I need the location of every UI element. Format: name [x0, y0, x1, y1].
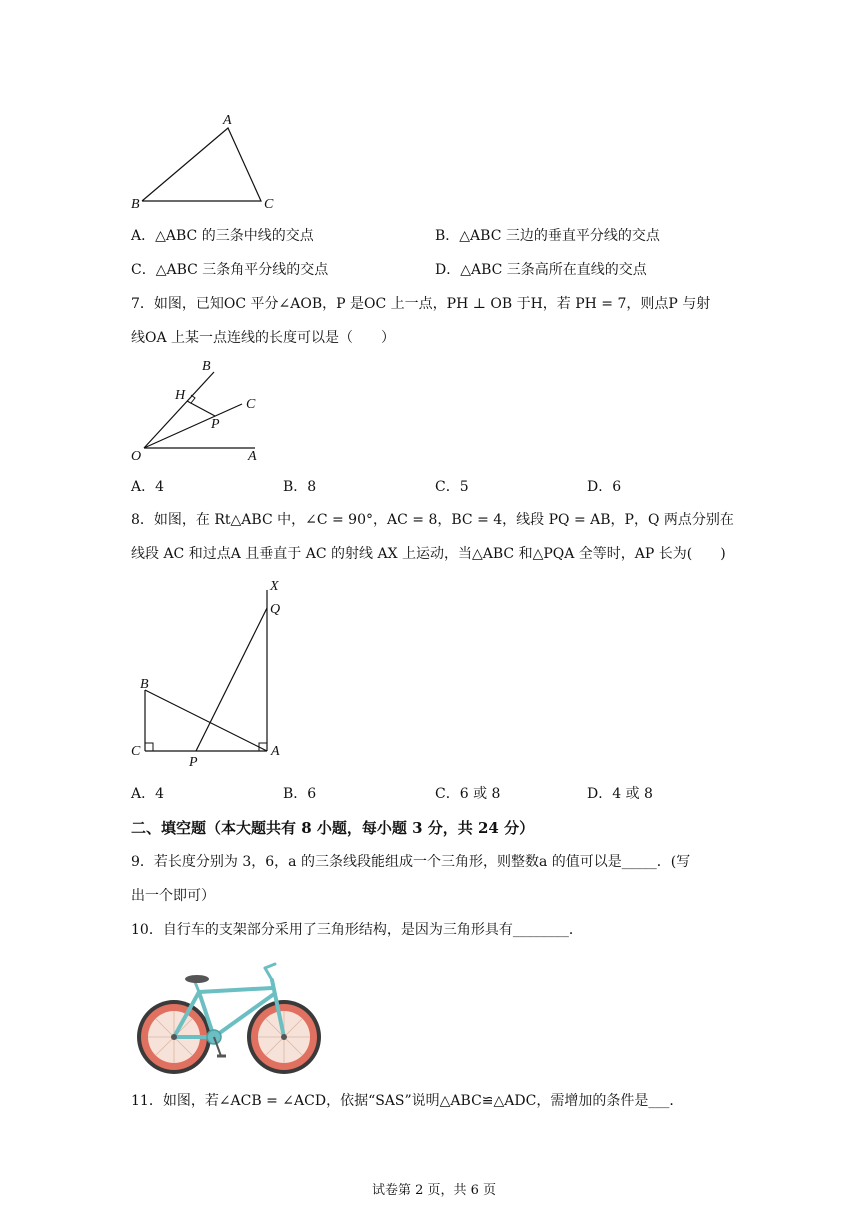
q8-option-c: C．6 或 8	[435, 786, 501, 802]
label-p: P	[211, 417, 220, 432]
q8-option-d: D．4 或 8	[587, 786, 653, 802]
label-a: A	[271, 744, 280, 759]
q6-option-d: D．△ABC 三条高所在直线的交点	[435, 262, 647, 278]
label-c: C	[131, 744, 141, 759]
q7-option-d: D．6	[587, 479, 622, 495]
angle-bisector-figure	[125, 355, 275, 467]
q9-text-line1: 9．若长度分别为 3，6，a 的三条线段能组成一个三角形，则整数a 的值可以是_____．(写	[131, 854, 691, 870]
q10-text-line1: 10．自行车的支架部分采用了三角形结构，是因为三角形具有________．	[131, 922, 583, 938]
label-q: Q	[270, 602, 281, 617]
q7-text-line1: 7．如图，已知OC 平分∠AOB，P 是OC 上一点，PH ⊥ OB 于H，若 PH = 7，则点P 与射	[131, 296, 711, 312]
bicycle-illustration	[133, 958, 328, 1078]
label-b: B	[140, 677, 149, 692]
triangle-abc-figure	[125, 108, 285, 218]
section-title: 二、填空题（本大题共有 8 小题，每小题 3 分，共 24 分）	[131, 819, 535, 837]
label-p: P	[189, 755, 198, 770]
label-o: O	[131, 449, 142, 464]
label-a: A	[248, 449, 257, 464]
label-b: B	[202, 359, 211, 374]
label-c: C	[264, 197, 274, 212]
q11-text-line1: 11．如图，若∠ACB = ∠ACD，依据“SAS”说明△ABC≌△ADC，需增加的条件是___．	[131, 1093, 684, 1109]
triangle-abc	[142, 128, 261, 201]
right-triangle-figure	[125, 575, 295, 770]
q8-option-b: B．6	[283, 786, 317, 802]
label-h: H	[175, 388, 186, 403]
label-x: X	[270, 579, 279, 594]
q8-option-a: A．4	[131, 786, 165, 802]
q6-option-a: A．△ABC 的三条中线的交点	[131, 228, 314, 244]
q6-option-c: C．△ABC 三条角平分线的交点	[131, 262, 329, 278]
q6-option-b: B．△ABC 三边的垂直平分线的交点	[435, 228, 660, 244]
q7-option-b: B．8	[283, 479, 317, 495]
q7-text-line2: 线OA 上某一点连线的长度可以是（ ）	[131, 330, 396, 346]
q7-option-c: C．5	[435, 479, 469, 495]
q8-text-line1: 8．如图，在 Rt△ABC 中，∠C = 90°，AC = 8，BC = 4，线段 PQ = AB，P，Q 两点分别在	[131, 512, 734, 528]
label-c: C	[246, 397, 256, 412]
page-footer: 试卷第 2 页，共 6 页	[371, 1183, 497, 1198]
q7-option-a: A．4	[131, 479, 165, 495]
q9-text-line2: 出一个即可）	[131, 888, 215, 904]
label-a: A	[223, 113, 232, 128]
q8-text-line2: 线段 AC 和过点A 且垂直于 AC 的射线 AX 上运动，当△ABC 和△PQA 全等时，AP 长为( )	[131, 546, 726, 562]
label-b: B	[131, 197, 140, 212]
